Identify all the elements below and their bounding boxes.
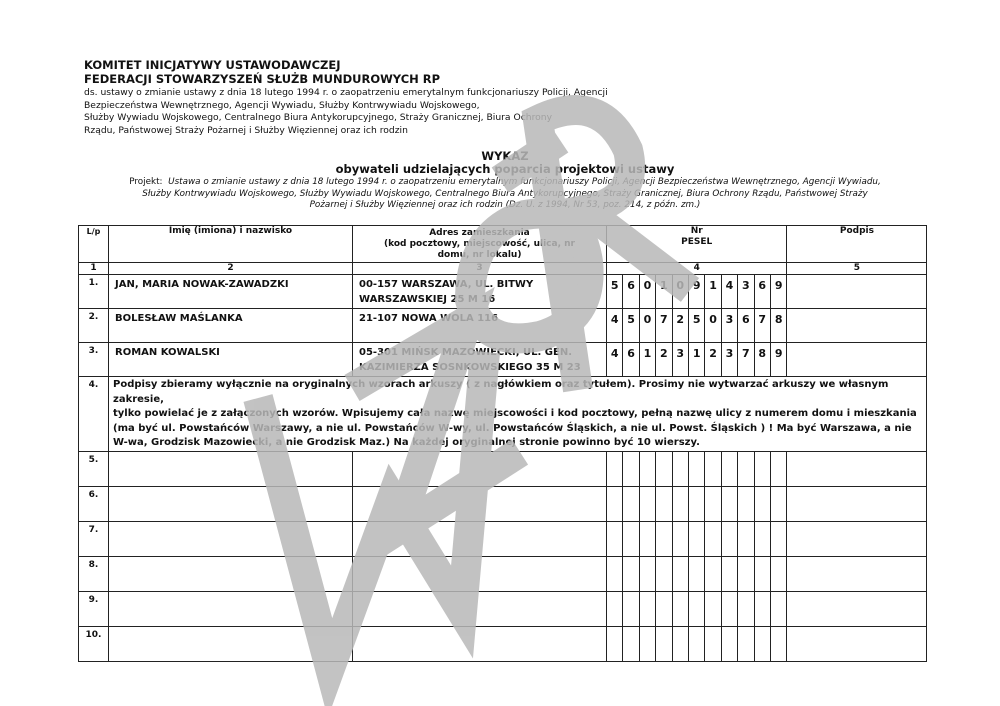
table-row xyxy=(79,556,927,591)
row-number: 6. xyxy=(79,486,109,521)
project-description xyxy=(80,177,930,212)
header-pesel xyxy=(607,226,787,263)
pesel-digit[interactable] xyxy=(688,591,704,626)
address-line: 05-301 MIŃSK MAZOWIECKI, UL. GEN. xyxy=(359,347,572,358)
pesel-digit[interactable] xyxy=(688,486,704,521)
pesel-digit[interactable]: 9 xyxy=(770,343,787,377)
pesel-digit[interactable] xyxy=(688,451,704,486)
header-address xyxy=(353,226,607,263)
pesel-digit[interactable] xyxy=(770,556,787,591)
header-address-line: (kod pocztowy, miejscowość, ulica, nr xyxy=(384,239,575,249)
pesel-digit[interactable] xyxy=(623,556,639,591)
address-cell[interactable] xyxy=(353,451,607,486)
address-line: WARSZAWSKIEJ 25 M 16 xyxy=(359,294,496,305)
desc-line: Służby Wywiadu Wojskowego, Centralnego Biura Antykorupcyjnego, Straży Granicznej, Biura Ochrony xyxy=(84,112,553,123)
row-number: 1. xyxy=(79,275,109,309)
address-line: 21-107 NOWA WOLA 116 xyxy=(359,313,499,324)
project-line: Pożarnej i Służby Więziennej oraz ich rodzin (Dz. U. z 1994, Nr 53, poz. 214, z późn. zm.) xyxy=(309,200,701,211)
pesel-digit[interactable] xyxy=(656,486,672,521)
table-row xyxy=(79,591,927,626)
table-row xyxy=(79,521,927,556)
pesel-digit[interactable] xyxy=(705,626,721,661)
signatures-table xyxy=(78,225,927,662)
pesel-digit[interactable] xyxy=(705,451,721,486)
signature-cell[interactable] xyxy=(787,521,927,556)
row-number: 4. xyxy=(79,377,109,452)
col-number: 4 xyxy=(607,263,787,275)
pesel-digit[interactable]: 0 xyxy=(672,275,688,309)
document-subtitle: obywateli udzielających poparcia projektowi ustawy xyxy=(335,162,675,176)
pesel-digit[interactable] xyxy=(705,486,721,521)
table-row xyxy=(79,486,927,521)
pesel-digit[interactable] xyxy=(770,451,787,486)
pesel-digit[interactable]: 7 xyxy=(738,343,754,377)
pesel-digit[interactable] xyxy=(770,591,787,626)
row-number: 3. xyxy=(79,343,109,377)
table-row xyxy=(79,626,927,661)
column-number-row xyxy=(79,263,927,275)
committee-description xyxy=(84,87,704,137)
pesel-digit[interactable] xyxy=(656,451,672,486)
address-cell[interactable] xyxy=(353,343,607,377)
pesel-digit[interactable] xyxy=(607,451,623,486)
pesel-digit[interactable] xyxy=(738,451,754,486)
name-cell[interactable] xyxy=(109,626,353,661)
pesel-digit[interactable] xyxy=(705,591,721,626)
pesel-digit[interactable] xyxy=(688,521,704,556)
note-row xyxy=(79,377,927,452)
pesel-digit[interactable]: 5 xyxy=(623,309,639,343)
header-pesel-line: Nr xyxy=(690,226,703,236)
col-number: 3 xyxy=(353,263,607,275)
pesel-digit[interactable]: 2 xyxy=(672,309,688,343)
project-label: Projekt: xyxy=(129,177,163,187)
pesel-digit[interactable] xyxy=(639,486,655,521)
col-number: 2 xyxy=(109,263,353,275)
signature-cell[interactable] xyxy=(787,451,927,486)
pesel-digit[interactable] xyxy=(721,451,737,486)
address-cell[interactable] xyxy=(353,591,607,626)
note-line: W-wa, Grodzisk Mazowiecki, a nie Grodzisk Maz.) Na każdej oryginalnej stronie powinno być 10 wierszy. xyxy=(113,437,700,448)
pesel-digit[interactable] xyxy=(738,591,754,626)
pesel-digit[interactable] xyxy=(754,521,770,556)
document-header xyxy=(84,58,704,137)
pesel-digit[interactable] xyxy=(656,591,672,626)
pesel-digit[interactable]: 8 xyxy=(754,343,770,377)
header-signature: Podpis xyxy=(787,226,927,263)
pesel-digit[interactable] xyxy=(607,556,623,591)
pesel-digit[interactable] xyxy=(672,626,688,661)
pesel-digit[interactable] xyxy=(770,626,787,661)
note-line: tylko powielać je z załączonych wzorów. Wpisujemy cała nazwę miejscowości i kod pocztowy, pełną nazwę ulicy z numerem domu i mieszkania xyxy=(113,408,917,419)
header-pesel-line: PESEL xyxy=(681,237,713,247)
signature-cell[interactable] xyxy=(787,343,927,377)
pesel-digit[interactable] xyxy=(705,556,721,591)
table-row xyxy=(79,309,927,343)
pesel-digit[interactable]: 3 xyxy=(738,275,754,309)
pesel-digit[interactable] xyxy=(672,556,688,591)
pesel-digit[interactable] xyxy=(607,591,623,626)
signature-cell[interactable] xyxy=(787,486,927,521)
pesel-digit[interactable] xyxy=(738,521,754,556)
col-number: 5 xyxy=(787,263,927,275)
address-cell[interactable] xyxy=(353,626,607,661)
pesel-digit[interactable]: 6 xyxy=(623,343,639,377)
pesel-digit[interactable]: 5 xyxy=(607,275,623,309)
pesel-digit[interactable]: 4 xyxy=(607,309,623,343)
pesel-digit[interactable] xyxy=(770,521,787,556)
pesel-digit[interactable]: 8 xyxy=(770,309,787,343)
project-line: Ustawa o zmianie ustawy z dnia 18 lutego 1994 r. o zaopatrzeniu emerytalnym funkcjonariuszy Policji, Agencji Bezpieczeństwa Wewnętrznego, Agencji Wywiadu, xyxy=(168,177,881,187)
pesel-digit[interactable] xyxy=(721,521,737,556)
pesel-digit[interactable] xyxy=(738,626,754,661)
pesel-digit[interactable] xyxy=(656,556,672,591)
org-name-line1: KOMITET INICJATYWY USTAWODAWCZEJ xyxy=(84,58,341,72)
col-number: 1 xyxy=(79,263,109,275)
pesel-digit[interactable] xyxy=(623,626,639,661)
name-cell[interactable] xyxy=(109,451,353,486)
pesel-digit[interactable] xyxy=(721,626,737,661)
desc-line: Bezpieczeństwa Wewnętrznego, Agencji Wywiadu, Służby Kontrwywiadu Wojskowego, xyxy=(84,99,480,111)
pesel-digit[interactable] xyxy=(672,451,688,486)
pesel-digit[interactable] xyxy=(607,626,623,661)
pesel-digit[interactable] xyxy=(738,556,754,591)
signature-cell[interactable] xyxy=(787,556,927,591)
address-cell[interactable] xyxy=(353,521,607,556)
pesel-digit[interactable]: 7 xyxy=(754,309,770,343)
header-name: Imię (imiona) i nazwisko xyxy=(109,226,353,263)
pesel-digit[interactable]: 3 xyxy=(721,309,737,343)
pesel-digit[interactable] xyxy=(754,451,770,486)
name-cell[interactable] xyxy=(109,591,353,626)
org-name-line2: FEDERACJI STOWARZYSZEŃ SŁUŻB MUNDUROWYCH RP xyxy=(84,72,441,86)
pesel-digit[interactable] xyxy=(623,451,639,486)
document-title: WYKAZ xyxy=(481,149,529,163)
row-number: 7. xyxy=(79,521,109,556)
pesel-digit[interactable] xyxy=(672,521,688,556)
document-titles xyxy=(80,150,930,212)
name-cell[interactable]: ROMAN KOWALSKI xyxy=(109,343,353,377)
pesel-digit[interactable] xyxy=(656,521,672,556)
header-address-line: Adres zamieszkania xyxy=(429,228,530,238)
pesel-digit[interactable]: 4 xyxy=(721,275,737,309)
address-cell[interactable] xyxy=(353,556,607,591)
address-cell[interactable] xyxy=(353,309,607,343)
name-cell[interactable] xyxy=(109,521,353,556)
pesel-digit[interactable] xyxy=(721,486,737,521)
pesel-digit[interactable] xyxy=(623,591,639,626)
pesel-digit[interactable] xyxy=(754,556,770,591)
header-address-line: domu, nr lokalu) xyxy=(437,250,522,260)
pesel-digit[interactable] xyxy=(656,626,672,661)
pesel-digit[interactable] xyxy=(672,591,688,626)
address-cell[interactable] xyxy=(353,275,607,309)
pesel-digit[interactable] xyxy=(639,451,655,486)
pesel-digit[interactable] xyxy=(623,486,639,521)
pesel-digit[interactable] xyxy=(705,521,721,556)
table-row xyxy=(79,275,927,309)
desc-line: Rządu, Państwowej Straży Pożarnej i Służby Więziennej oraz ich rodzin xyxy=(84,124,408,136)
table-row xyxy=(79,343,927,377)
pesel-digit[interactable]: 2 xyxy=(705,343,721,377)
pesel-digit[interactable]: 6 xyxy=(623,275,639,309)
address-line: 00-157 WARSZAWA, UL. BITWY xyxy=(359,279,534,290)
pesel-digit[interactable] xyxy=(639,626,655,661)
row-number: 10. xyxy=(79,626,109,661)
pesel-digit[interactable]: 1 xyxy=(639,343,655,377)
pesel-digit[interactable] xyxy=(754,486,770,521)
pesel-digit[interactable]: 1 xyxy=(688,343,704,377)
pesel-digit[interactable]: 9 xyxy=(688,275,704,309)
signature-cell[interactable] xyxy=(787,626,927,661)
pesel-digit[interactable] xyxy=(607,521,623,556)
pesel-digit[interactable] xyxy=(721,591,737,626)
pesel-digit[interactable]: 1 xyxy=(705,275,721,309)
pesel-digit[interactable]: 6 xyxy=(754,275,770,309)
pesel-digit[interactable] xyxy=(623,521,639,556)
pesel-digit[interactable]: 2 xyxy=(656,343,672,377)
pesel-digit[interactable]: 0 xyxy=(639,309,655,343)
address-cell[interactable] xyxy=(353,486,607,521)
pesel-digit[interactable]: 9 xyxy=(770,275,787,309)
name-cell[interactable]: JAN, MARIA NOWAK-ZAWADZKI xyxy=(109,275,353,309)
row-number: 5. xyxy=(79,451,109,486)
pesel-digit[interactable] xyxy=(639,591,655,626)
signature-cell[interactable] xyxy=(787,309,927,343)
watermark-text: WZÓR xyxy=(0,0,4,1)
pesel-digit[interactable] xyxy=(721,556,737,591)
instructions-note xyxy=(109,377,927,452)
name-cell[interactable]: BOLESŁAW MAŚLANKA xyxy=(109,309,353,343)
pesel-digit[interactable]: 6 xyxy=(738,309,754,343)
address-line: KAZIMIERZA SOSNKOWSKIEGO 35 M 23 xyxy=(359,362,581,373)
pesel-digit[interactable] xyxy=(607,486,623,521)
signature-cell[interactable] xyxy=(787,591,927,626)
pesel-digit[interactable] xyxy=(639,556,655,591)
desc-line: ds. ustawy o zmianie ustawy z dnia 18 lutego 1994 r. o zaopatrzeniu emerytalnym funkcjonariuszy Policji, Agencji xyxy=(84,87,608,98)
table-row xyxy=(79,451,927,486)
row-number: 2. xyxy=(79,309,109,343)
row-number: 9. xyxy=(79,591,109,626)
pesel-digit[interactable] xyxy=(688,556,704,591)
project-line: Służby Kontrwywiadu Wojskowego, Służby Wywiadu Wojskowego, Centralnego Biura Antykorupcyjnego, Straży Granicznej, Biura Ochrony Rządu, Państwowej Straży xyxy=(142,188,868,199)
pesel-digit[interactable]: 0 xyxy=(705,309,721,343)
pesel-digit[interactable]: 7 xyxy=(656,309,672,343)
header-row xyxy=(79,226,927,263)
pesel-digit[interactable] xyxy=(688,626,704,661)
row-number: 8. xyxy=(79,556,109,591)
note-line: Podpisy zbieramy wyłącznie na oryginalnych wzorach arkuszy ( z nagłówkiem oraz tytułem). Prosimy nie wytwarzać arkuszy we własnym zakresie, xyxy=(113,379,889,405)
pesel-digit[interactable]: 4 xyxy=(607,343,623,377)
signature-cell[interactable] xyxy=(787,275,927,309)
pesel-digit[interactable]: 3 xyxy=(672,343,688,377)
pesel-digit[interactable] xyxy=(672,486,688,521)
pesel-digit[interactable]: 1 xyxy=(656,275,672,309)
name-cell[interactable] xyxy=(109,556,353,591)
pesel-digit[interactable] xyxy=(738,486,754,521)
pesel-digit[interactable]: 0 xyxy=(639,275,655,309)
name-cell[interactable] xyxy=(109,486,353,521)
note-line: (ma być ul. Powstańców Warszawy, a nie ul. Powstańców W-wy, ul. Powstańców Śląskich, a nie ul. Powst. Śląskich ) ! Ma być Warszawa, a nie xyxy=(113,422,912,434)
pesel-digit[interactable] xyxy=(754,591,770,626)
pesel-digit[interactable] xyxy=(639,521,655,556)
header-lp: L/p xyxy=(79,226,109,263)
pesel-digit[interactable]: 5 xyxy=(688,309,704,343)
pesel-digit[interactable] xyxy=(770,486,787,521)
pesel-digit[interactable]: 3 xyxy=(721,343,737,377)
pesel-digit[interactable] xyxy=(754,626,770,661)
